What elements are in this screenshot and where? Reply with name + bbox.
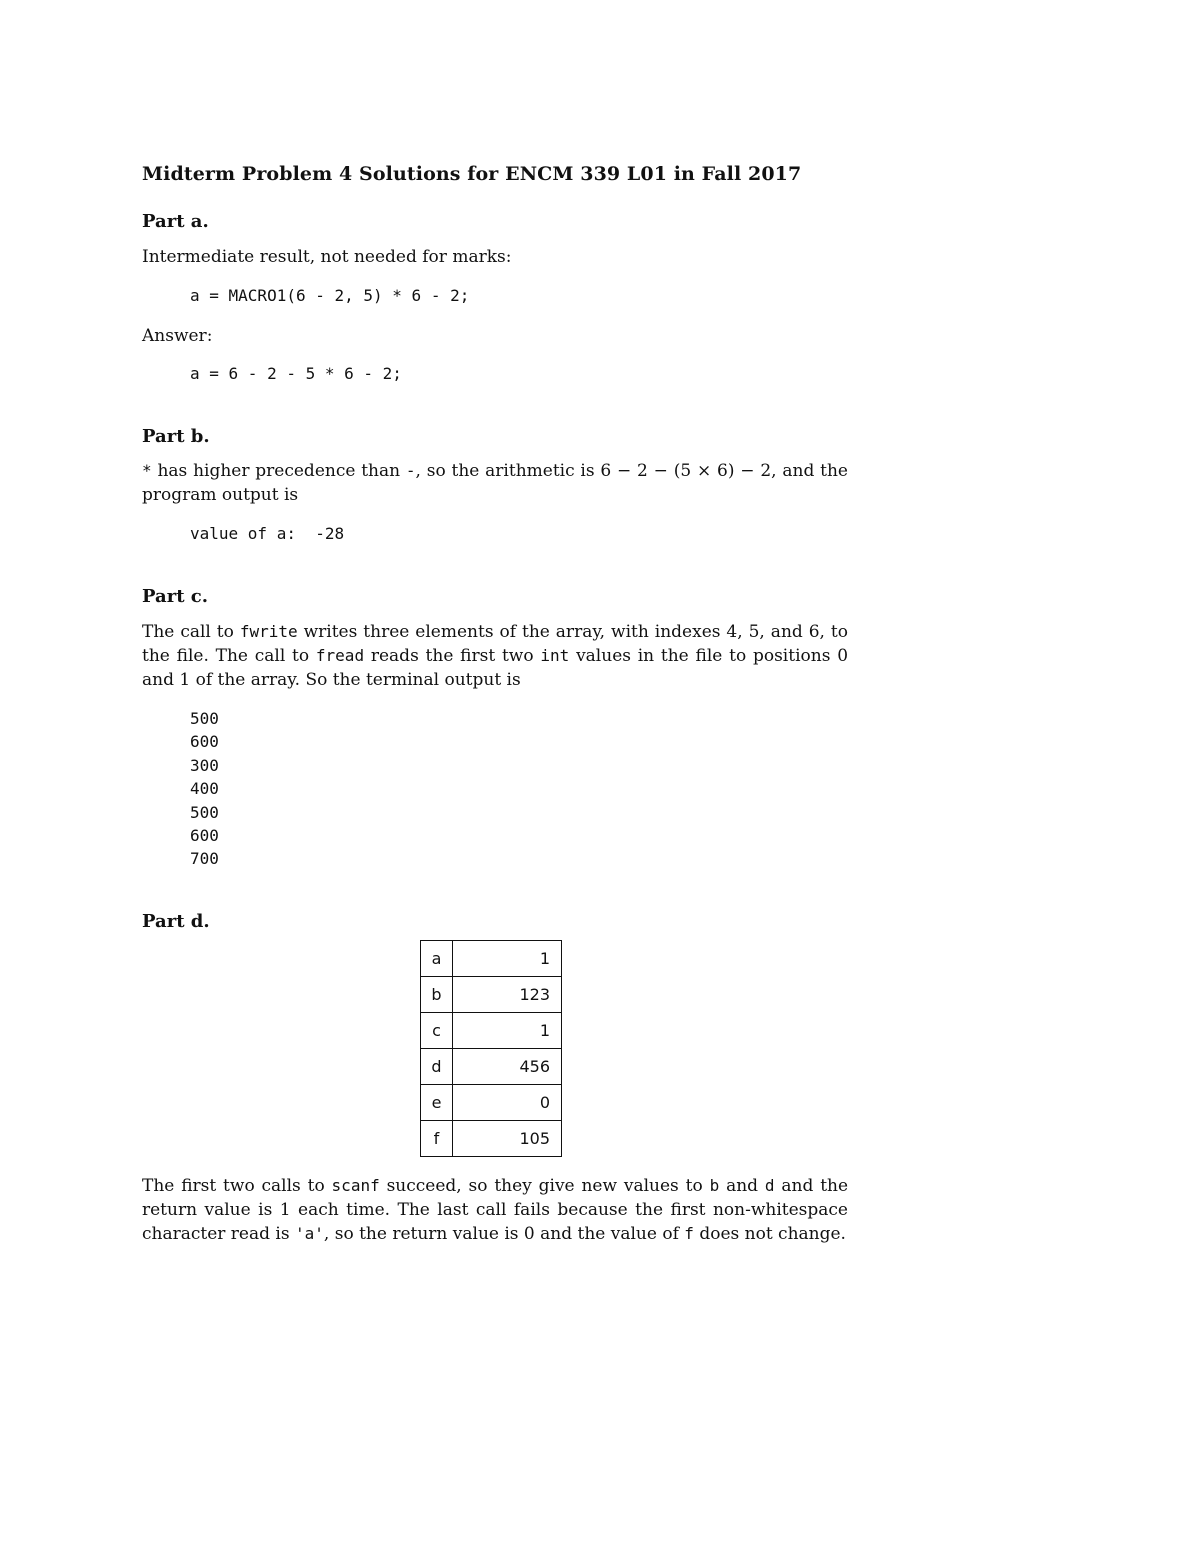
variable-value: 123	[453, 977, 562, 1013]
variable-name: e	[421, 1085, 453, 1121]
part-b-output-code: value of a: -28	[190, 524, 345, 543]
var-b-code: b	[709, 1176, 720, 1195]
output-line: 500	[190, 802, 219, 822]
variable-name: d	[421, 1049, 453, 1085]
part-a-heading: Part a.	[142, 211, 209, 232]
table-row	[421, 941, 562, 977]
variable-value: 456	[453, 1049, 562, 1085]
table-row	[421, 977, 562, 1013]
part-b-heading: Part b.	[142, 426, 210, 447]
part-a-answer-label: Answer:	[142, 326, 213, 346]
document-title: Midterm Problem 4 Solutions for ENCM 339 L01 in Fall 2017	[142, 163, 802, 185]
output-line: 600	[190, 825, 219, 845]
part-a-answer-code: a = 6 - 2 - 5 * 6 - 2;	[190, 364, 402, 383]
part-a-intermediate-code: a = MACRO1(6 - 2, 5) * 6 - 2;	[190, 286, 470, 305]
output-line: 600	[190, 732, 219, 752]
star-operator: *	[142, 461, 152, 480]
variable-name: f	[421, 1121, 453, 1157]
part-d-line-2: return value is 1 each time. The last call fails because the first non-whitespace	[142, 1200, 848, 1220]
fwrite-code: fwrite	[239, 622, 298, 641]
table-row	[421, 1121, 562, 1157]
part-d-heading: Part d.	[142, 911, 210, 932]
minus-operator: -	[405, 461, 416, 480]
variable-name: b	[421, 977, 453, 1013]
variable-values-table	[420, 940, 562, 1157]
int-keyword: int	[540, 646, 570, 665]
output-line: 300	[190, 755, 219, 775]
part-d-line-1: The first two calls to scanf succeed, so they give new values to b and d and the	[142, 1176, 849, 1196]
output-line: 400	[190, 779, 219, 799]
part-d-paragraph	[142, 1174, 848, 1246]
output-line: 500	[190, 709, 219, 728]
part-b-line-2: program output is	[142, 485, 299, 505]
fread-code: fread	[315, 646, 365, 665]
variable-value: 1	[453, 941, 562, 977]
scanf-code: scanf	[331, 1176, 380, 1195]
part-c-paragraph	[142, 620, 848, 692]
part-c-line-2: the file. The call to fread reads the first two int values in the file to positions 0	[142, 646, 849, 666]
part-c-line-3: and 1 of the array. So the terminal output is	[142, 670, 521, 690]
table-row	[421, 1013, 562, 1049]
table-row	[421, 1049, 562, 1085]
var-f-code: f	[684, 1224, 694, 1243]
part-c-line-1: The call to fwrite writes three elements of the array, with indexes 4, 5, and 6, to	[142, 622, 848, 642]
variable-value: 1	[453, 1013, 562, 1049]
part-b-paragraph	[142, 459, 848, 507]
output-line: 700	[190, 849, 219, 869]
part-a-intro: Intermediate result, not needed for marks:	[142, 247, 512, 267]
part-c-heading: Part c.	[142, 586, 209, 607]
var-d-code: d	[764, 1176, 775, 1195]
part-d-line-3: character read is 'a', so the return value is 0 and the value of f does not change.	[142, 1224, 846, 1244]
variable-name: c	[421, 1013, 453, 1049]
variable-name: a	[421, 941, 453, 977]
variable-value: 105	[453, 1121, 562, 1157]
part-b-line-1: * has higher precedence than -, so the arithmetic is 6 − 2 − (5 × 6) − 2, and the	[142, 461, 848, 481]
char-a-code: 'a'	[295, 1224, 324, 1243]
variable-value: 0	[453, 1085, 562, 1121]
terminal-output-list	[190, 707, 219, 871]
table-row	[421, 1085, 562, 1121]
